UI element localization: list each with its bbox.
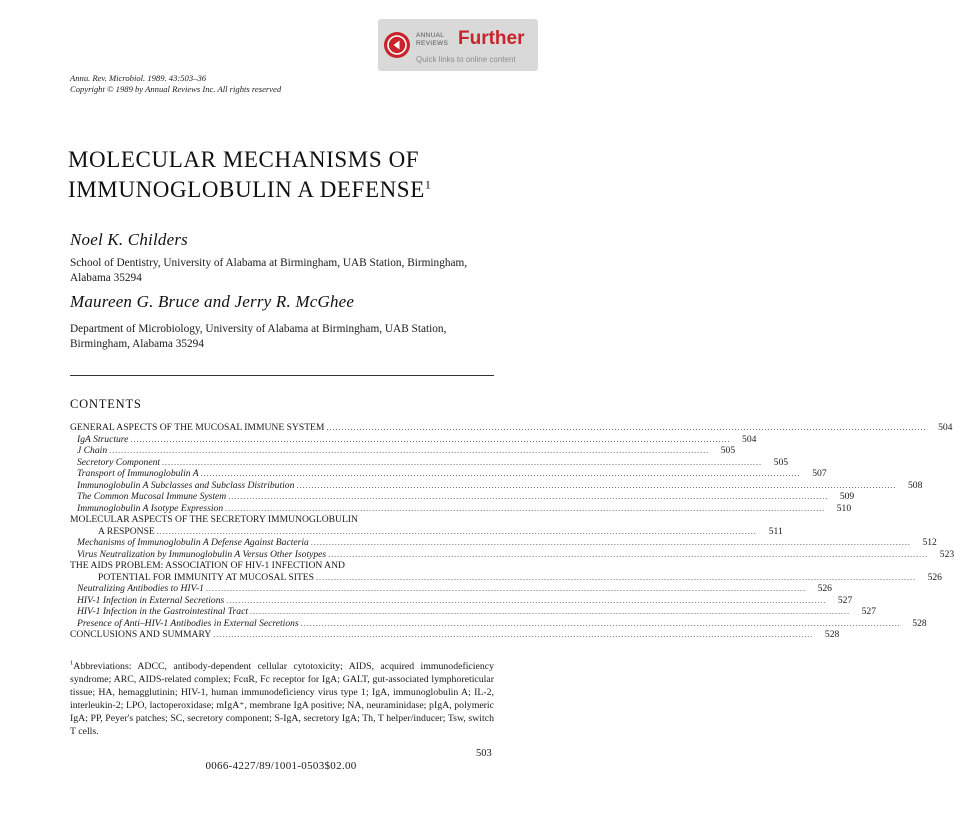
toc-entry[interactable] — [70, 560, 494, 572]
toc-entry-label: HIV-1 Infection in the Gastrointestinal Tract — [77, 606, 248, 617]
toc-entry-label: Immunoglobulin A Isotype Expression — [77, 502, 224, 514]
toc-entry[interactable] — [70, 433, 757, 446]
abbreviations-footnote — [70, 660, 494, 738]
toc-leader-dots: ........................................................................................................................................................................................................ — [310, 538, 911, 547]
toc-entry[interactable] — [70, 468, 827, 480]
toc-entry[interactable] — [70, 525, 783, 538]
toc-entry-page: 507 — [812, 468, 827, 479]
contents-heading: CONTENTS — [70, 397, 142, 411]
toc-entry-label: Secretory Component — [77, 456, 161, 468]
toc-leader-dots: ........................................................................................................................................................................................................ — [326, 423, 927, 432]
toc-entry-label: Virus Neutralization by Immunoglobulin A Versus Other Isotypes — [77, 548, 327, 560]
toc-leader-dots: ........................................................................................................................................................................................................ — [205, 584, 806, 593]
toc-leader-dots: ........................................................................................................................................................................................................ — [130, 434, 731, 444]
toc-entry[interactable] — [70, 422, 953, 434]
toc-leader-dots: ........................................................................................................................................................................................................ — [162, 457, 763, 467]
title-footnote-mark[interactable]: 1 — [424, 177, 432, 192]
author-2-affiliation: Department of Microbiology, University of Alabama at Birmingham, UAB Station, Birmingham, Alabama 35294 — [70, 323, 447, 350]
toc-entry[interactable] — [70, 629, 840, 641]
toc-entry-label: CONCLUSIONS AND SUMMARY — [70, 629, 212, 640]
toc-entry-label: IgA Structure — [77, 433, 129, 445]
toc-entry-page: 505 — [720, 445, 736, 456]
toc-entry[interactable] — [70, 617, 927, 630]
toc-entry-page: 510 — [836, 502, 852, 514]
toc-entry-label: POTENTIAL FOR IMMUNITY AT MUCOSAL SITES — [98, 571, 314, 583]
toc-leader-dots: ........................................................................................................................................................................................................ — [213, 630, 814, 639]
title-line-2-text: IMMUNOGLOBULIN A DEFENSE — [68, 177, 425, 202]
further-subtitle: Quick links to online content — [416, 55, 516, 64]
title-line-2 — [68, 175, 508, 205]
toc-entry-label: A RESPONSE — [98, 525, 155, 537]
footnote-mark: 1 — [70, 659, 74, 667]
toc-entry-page: 511 — [768, 525, 783, 537]
toc-entry-page: 504 — [742, 433, 757, 445]
toc-leader-dots: ........................................................................................................................................................................................................ — [315, 572, 916, 582]
annual-reviews-wordmark — [416, 32, 448, 47]
table-of-contents — [70, 422, 954, 641]
toc-leader-dots: ........................................................................................................................................................................................................ — [250, 607, 850, 616]
title-line-1: MOLECULAR MECHANISMS OF — [68, 147, 420, 172]
toc-entry[interactable] — [70, 571, 942, 584]
toc-entry[interactable] — [70, 479, 923, 492]
toc-entry-label: GENERAL ASPECTS OF THE MUCOSAL IMMUNE SYSTEM — [70, 422, 325, 433]
annual-reviews-further-badge[interactable] — [378, 19, 538, 71]
toc-entry-page: 527 — [861, 606, 876, 617]
toc-entry-page: 526 — [927, 571, 942, 583]
toc-leader-dots: ........................................................................................................................................................................................................ — [296, 480, 897, 490]
toc-entry-page: 528 — [912, 617, 927, 629]
toc-entry[interactable] — [70, 548, 954, 561]
author-2-names: Maureen G. Bruce and Jerry R. McGhee — [70, 292, 355, 311]
toc-entry-label: Immunoglobulin A Subclasses and Subclass Distribution — [77, 479, 295, 491]
toc-entry-page: 512 — [922, 537, 937, 548]
toc-leader-dots: ........................................................................................................................................................................................................ — [225, 503, 826, 513]
annual-text: ANNUAL — [416, 32, 445, 39]
author-1-affiliation: School of Dentistry, University of Alabama at Birmingham, UAB Station, Birmingham, Alabama 35294 — [70, 257, 468, 284]
toc-entry[interactable] — [70, 594, 853, 607]
toc-entry-page: 508 — [908, 479, 923, 491]
toc-entry-label: Mechanisms of Immunoglobulin A Defense Against Bacteria — [77, 537, 309, 548]
citation-line-2: Copyright © 1989 by Annual Reviews Inc. All rights reserved — [70, 84, 282, 94]
toc-entry[interactable] — [70, 491, 855, 503]
toc-entry-page: 527 — [837, 594, 853, 606]
reviews-text: REVIEWS — [416, 39, 449, 47]
copyright-code: 0066-4227/89/1001-0503$02.00 — [205, 760, 357, 772]
toc-entry-page: 505 — [773, 456, 789, 468]
toc-leader-dots: ........................................................................................................................................................................................................ — [328, 549, 929, 559]
toc-leader-dots: ........................................................................................................................................................................................................ — [156, 526, 757, 536]
citation-line-1: Annu. Rev. Microbiol. 1989. 43:503–36 — [70, 73, 207, 83]
toc-entry-page: 526 — [817, 583, 832, 594]
toc-leader-dots: ........................................................................................................................................................................................................ — [226, 595, 827, 605]
toc-entry-label: Presence of Anti–HIV-1 Antibodies in External Secretions — [77, 617, 299, 629]
further-arrow-icon — [384, 32, 410, 58]
toc-entry[interactable] — [70, 456, 789, 469]
toc-leader-dots: ........................................................................................................................................................................................................ — [200, 469, 801, 478]
toc-entry-label: HIV-1 Infection in External Secretions — [77, 594, 225, 606]
further-brand: Further — [458, 28, 525, 49]
toc-entry[interactable] — [70, 606, 876, 618]
section-divider — [70, 375, 494, 376]
author-1-name: Noel K. Childers — [70, 230, 188, 249]
toc-entry[interactable] — [70, 514, 494, 526]
toc-entry-label: Neutralizing Antibodies to HIV-1 — [77, 583, 204, 594]
toc-entry-page: 523 — [939, 548, 954, 560]
toc-entry-label: THE AIDS PROBLEM: ASSOCIATION OF HIV-1 INFECTION AND — [70, 560, 345, 571]
article-title — [68, 145, 508, 205]
toc-leader-dots: ........................................................................................................................................................................................................ — [300, 618, 901, 628]
toc-entry-label: Transport of Immunoglobulin A — [77, 468, 199, 479]
toc-entry[interactable] — [70, 583, 832, 595]
toc-entry-label: J Chain — [77, 445, 108, 456]
toc-entry-label: MOLECULAR ASPECTS OF THE SECRETORY IMMUNOGLOBULIN — [70, 514, 358, 525]
toc-entry-page: 528 — [824, 629, 840, 640]
journal-citation — [70, 73, 281, 95]
toc-entry[interactable] — [70, 445, 736, 457]
page-number: 503 — [476, 748, 492, 759]
toc-entry-label: The Common Mucosal Immune System — [77, 491, 227, 502]
toc-entry[interactable] — [70, 502, 852, 515]
toc-entry-page: 509 — [839, 491, 855, 502]
toc-entry[interactable] — [70, 537, 937, 549]
toc-leader-dots: ........................................................................................................................................................................................................ — [228, 492, 829, 501]
toc-entry-page: 504 — [938, 422, 953, 433]
footnote-text: Abbreviations: ADCC, antibody-dependent cellular cytotoxicity; AIDS, acquired immunodeficiency syndrome; ARC, AIDS-related complex; FcαR, Fc receptor for IgA; GALT, gut-associated lymphoreticular tissue; HA, hemagglutinin; HIV-1, human immunodeficiency virus type 1; IgA, immunoglobulin A; IL-2, interleukin-2; LPO, lactoperoxidase; mIgA⁺, membrane IgA positive; NA, neuraminidase; pIgA, polymeric IgA; PP, Peyer's patches; SC, secretory component; S-IgA, secretory IgA; Th, T helper/inducer; Tsw, switch T cells. — [70, 661, 494, 737]
toc-leader-dots: ........................................................................................................................................................................................................ — [109, 446, 710, 455]
